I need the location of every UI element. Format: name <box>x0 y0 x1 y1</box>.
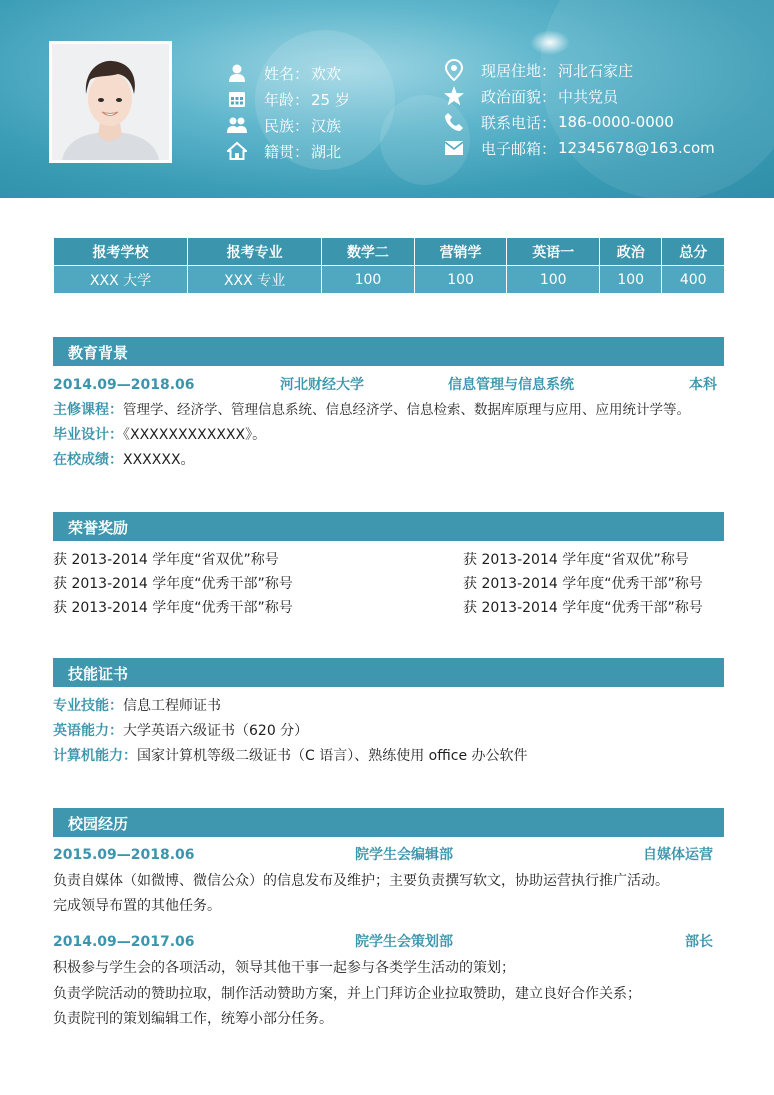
skill-row-professional <box>53 695 724 717</box>
campus-detail-line <box>53 895 724 917</box>
honor-row <box>53 597 724 619</box>
honor-row <box>53 573 724 595</box>
age-row <box>226 86 350 112</box>
skill-value: 大学英语六级证书（620 分） <box>123 723 309 739</box>
portrait-illustration <box>52 44 169 160</box>
phone-label: 联系电话： <box>481 113 557 132</box>
origin-label: 籍贯： <box>264 142 310 161</box>
political-row <box>443 83 715 109</box>
campus-period: 2015.09—2018.06 <box>53 847 195 863</box>
header-banner <box>0 0 774 198</box>
residence-label: 现居住地： <box>481 61 557 80</box>
education-summary <box>53 374 724 396</box>
score-value-cell: XXX 专业 <box>188 266 322 294</box>
campus-detail-text: 负责院刊的策划编辑工作，统筹小部分任务。 <box>53 1011 333 1027</box>
name-row <box>226 60 350 86</box>
basic-info-left <box>226 60 350 164</box>
thesis-row <box>53 424 724 446</box>
campus-item-summary <box>53 844 724 866</box>
email-icon <box>443 137 465 159</box>
score-header-cell: 英语一 <box>507 238 600 266</box>
political-label: 政治面貌： <box>481 87 557 106</box>
campus-detail-line <box>53 1008 724 1030</box>
score-value-cell: 100 <box>507 266 600 294</box>
education-degree: 本科 <box>689 377 717 393</box>
campus-period: 2014.09—2017.06 <box>53 934 195 950</box>
score-value-cell: 400 <box>662 266 725 294</box>
education-period: 2014.09—2018.06 <box>53 377 195 393</box>
campus-detail-line <box>53 957 724 979</box>
ethnic-value: 汉族 <box>311 116 342 135</box>
name-value: 欢欢 <box>311 64 342 83</box>
skill-label: 英语能力： <box>53 723 123 739</box>
score-header-cell: 政治 <box>600 238 662 266</box>
email-label: 电子邮箱： <box>481 139 557 158</box>
campus-detail-text: 负责学院活动的赞助拉取，制作活动赞助方案，并上门拜访企业拉取赞助，建立良好合作关系； <box>53 986 641 1002</box>
section-header-campus <box>53 808 724 837</box>
age-label: 年龄： <box>264 90 310 109</box>
skill-row-computer <box>53 745 724 767</box>
education-school: 河北财经大学 <box>280 377 364 393</box>
origin-row <box>226 138 350 164</box>
courses-row <box>53 399 724 421</box>
score-header-cell: 数学二 <box>322 238 415 266</box>
education-major: 信息管理与信息系统 <box>448 377 574 393</box>
home-icon <box>226 140 248 162</box>
residence-row <box>443 57 715 83</box>
section-title: 荣誉奖励 <box>68 519 129 537</box>
phone-value: 186-0000-0000 <box>558 113 674 131</box>
campus-org: 院学生会策划部 <box>355 934 453 950</box>
political-value: 中共党员 <box>558 87 619 106</box>
campus-role: 自媒体运营 <box>643 847 713 863</box>
residence-value: 河北石家庄 <box>558 61 634 80</box>
email-value: 12345678@163.com <box>558 139 715 157</box>
ethnic-label: 民族： <box>264 116 310 135</box>
score-table <box>53 237 725 294</box>
score-header-cell: 报考专业 <box>188 238 322 266</box>
skill-label: 专业技能： <box>53 698 123 714</box>
honor-item: 获 2013-2014 学年度“省双优”称号 <box>53 552 279 568</box>
basic-info-right <box>443 57 715 161</box>
score-value-row <box>54 266 725 294</box>
star-icon <box>443 85 465 107</box>
campus-detail-text: 完成领导布置的其他任务。 <box>53 898 221 914</box>
ethnic-row <box>226 112 350 138</box>
campus-item-summary <box>53 931 724 953</box>
score-value-cell: 100 <box>414 266 507 294</box>
score-header-cell: 总分 <box>662 238 725 266</box>
campus-org: 院学生会编辑部 <box>355 847 453 863</box>
score-header-row <box>54 238 725 266</box>
campus-detail-line <box>53 983 724 1005</box>
calendar-icon <box>226 88 248 110</box>
section-title: 校园经历 <box>68 815 129 833</box>
score-value-cell: 100 <box>322 266 415 294</box>
section-header-honors <box>53 512 724 541</box>
phone-row <box>443 109 715 135</box>
campus-detail-line <box>53 870 724 892</box>
age-value: 25 岁 <box>311 90 350 109</box>
honor-item: 获 2013-2014 学年度“优秀干部”称号 <box>463 600 703 616</box>
profile-photo <box>49 41 172 163</box>
email-row <box>443 135 715 161</box>
user-icon <box>226 62 248 84</box>
light-glow <box>530 30 570 55</box>
section-title: 教育背景 <box>68 344 129 362</box>
score-header-cell: 营销学 <box>414 238 507 266</box>
skill-row-english <box>53 720 724 742</box>
grades-label: 在校成绩： <box>53 452 123 468</box>
honor-item: 获 2013-2014 学年度“优秀干部”称号 <box>53 600 293 616</box>
campus-role: 部长 <box>685 934 713 950</box>
honor-item: 获 2013-2014 学年度“优秀干部”称号 <box>463 576 703 592</box>
grades-value: XXXXXX。 <box>123 452 195 468</box>
origin-value: 湖北 <box>311 142 342 161</box>
score-header-cell: 报考学校 <box>54 238 188 266</box>
skill-label: 计算机能力： <box>53 748 137 764</box>
location-icon <box>443 59 465 81</box>
honor-item: 获 2013-2014 学年度“省双优”称号 <box>463 552 689 568</box>
people-icon <box>226 114 248 136</box>
campus-detail-text: 负责自媒体（如微博、微信公众）的信息发布及维护；主要负责撰写软文，协助运营执行推广活动。 <box>53 873 669 889</box>
skill-value: 信息工程师证书 <box>123 698 221 714</box>
campus-detail-text: 积极参与学生会的各项活动，领导其他干事一起参与各类学生活动的策划； <box>53 960 515 976</box>
thesis-value: 《XXXXXXXXXXXX》。 <box>123 427 267 443</box>
section-title: 技能证书 <box>68 665 129 683</box>
thesis-label: 毕业设计： <box>53 427 123 443</box>
courses-label: 主修课程： <box>53 402 123 418</box>
name-label: 姓名： <box>264 64 310 83</box>
honor-row <box>53 549 724 571</box>
score-value-cell: XXX 大学 <box>54 266 188 294</box>
phone-icon <box>443 111 465 133</box>
section-header-skills <box>53 658 724 687</box>
courses-value: 管理学、经济学、管理信息系统、信息经济学、信息检索、数据库原理与应用、应用统计学等。 <box>123 402 690 418</box>
section-header-education <box>53 337 724 366</box>
honor-item: 获 2013-2014 学年度“优秀干部”称号 <box>53 576 293 592</box>
grades-row <box>53 449 724 471</box>
score-value-cell: 100 <box>600 266 662 294</box>
skill-value: 国家计算机等级二级证书（C 语言）、熟练使用 office 办公软件 <box>137 748 528 764</box>
